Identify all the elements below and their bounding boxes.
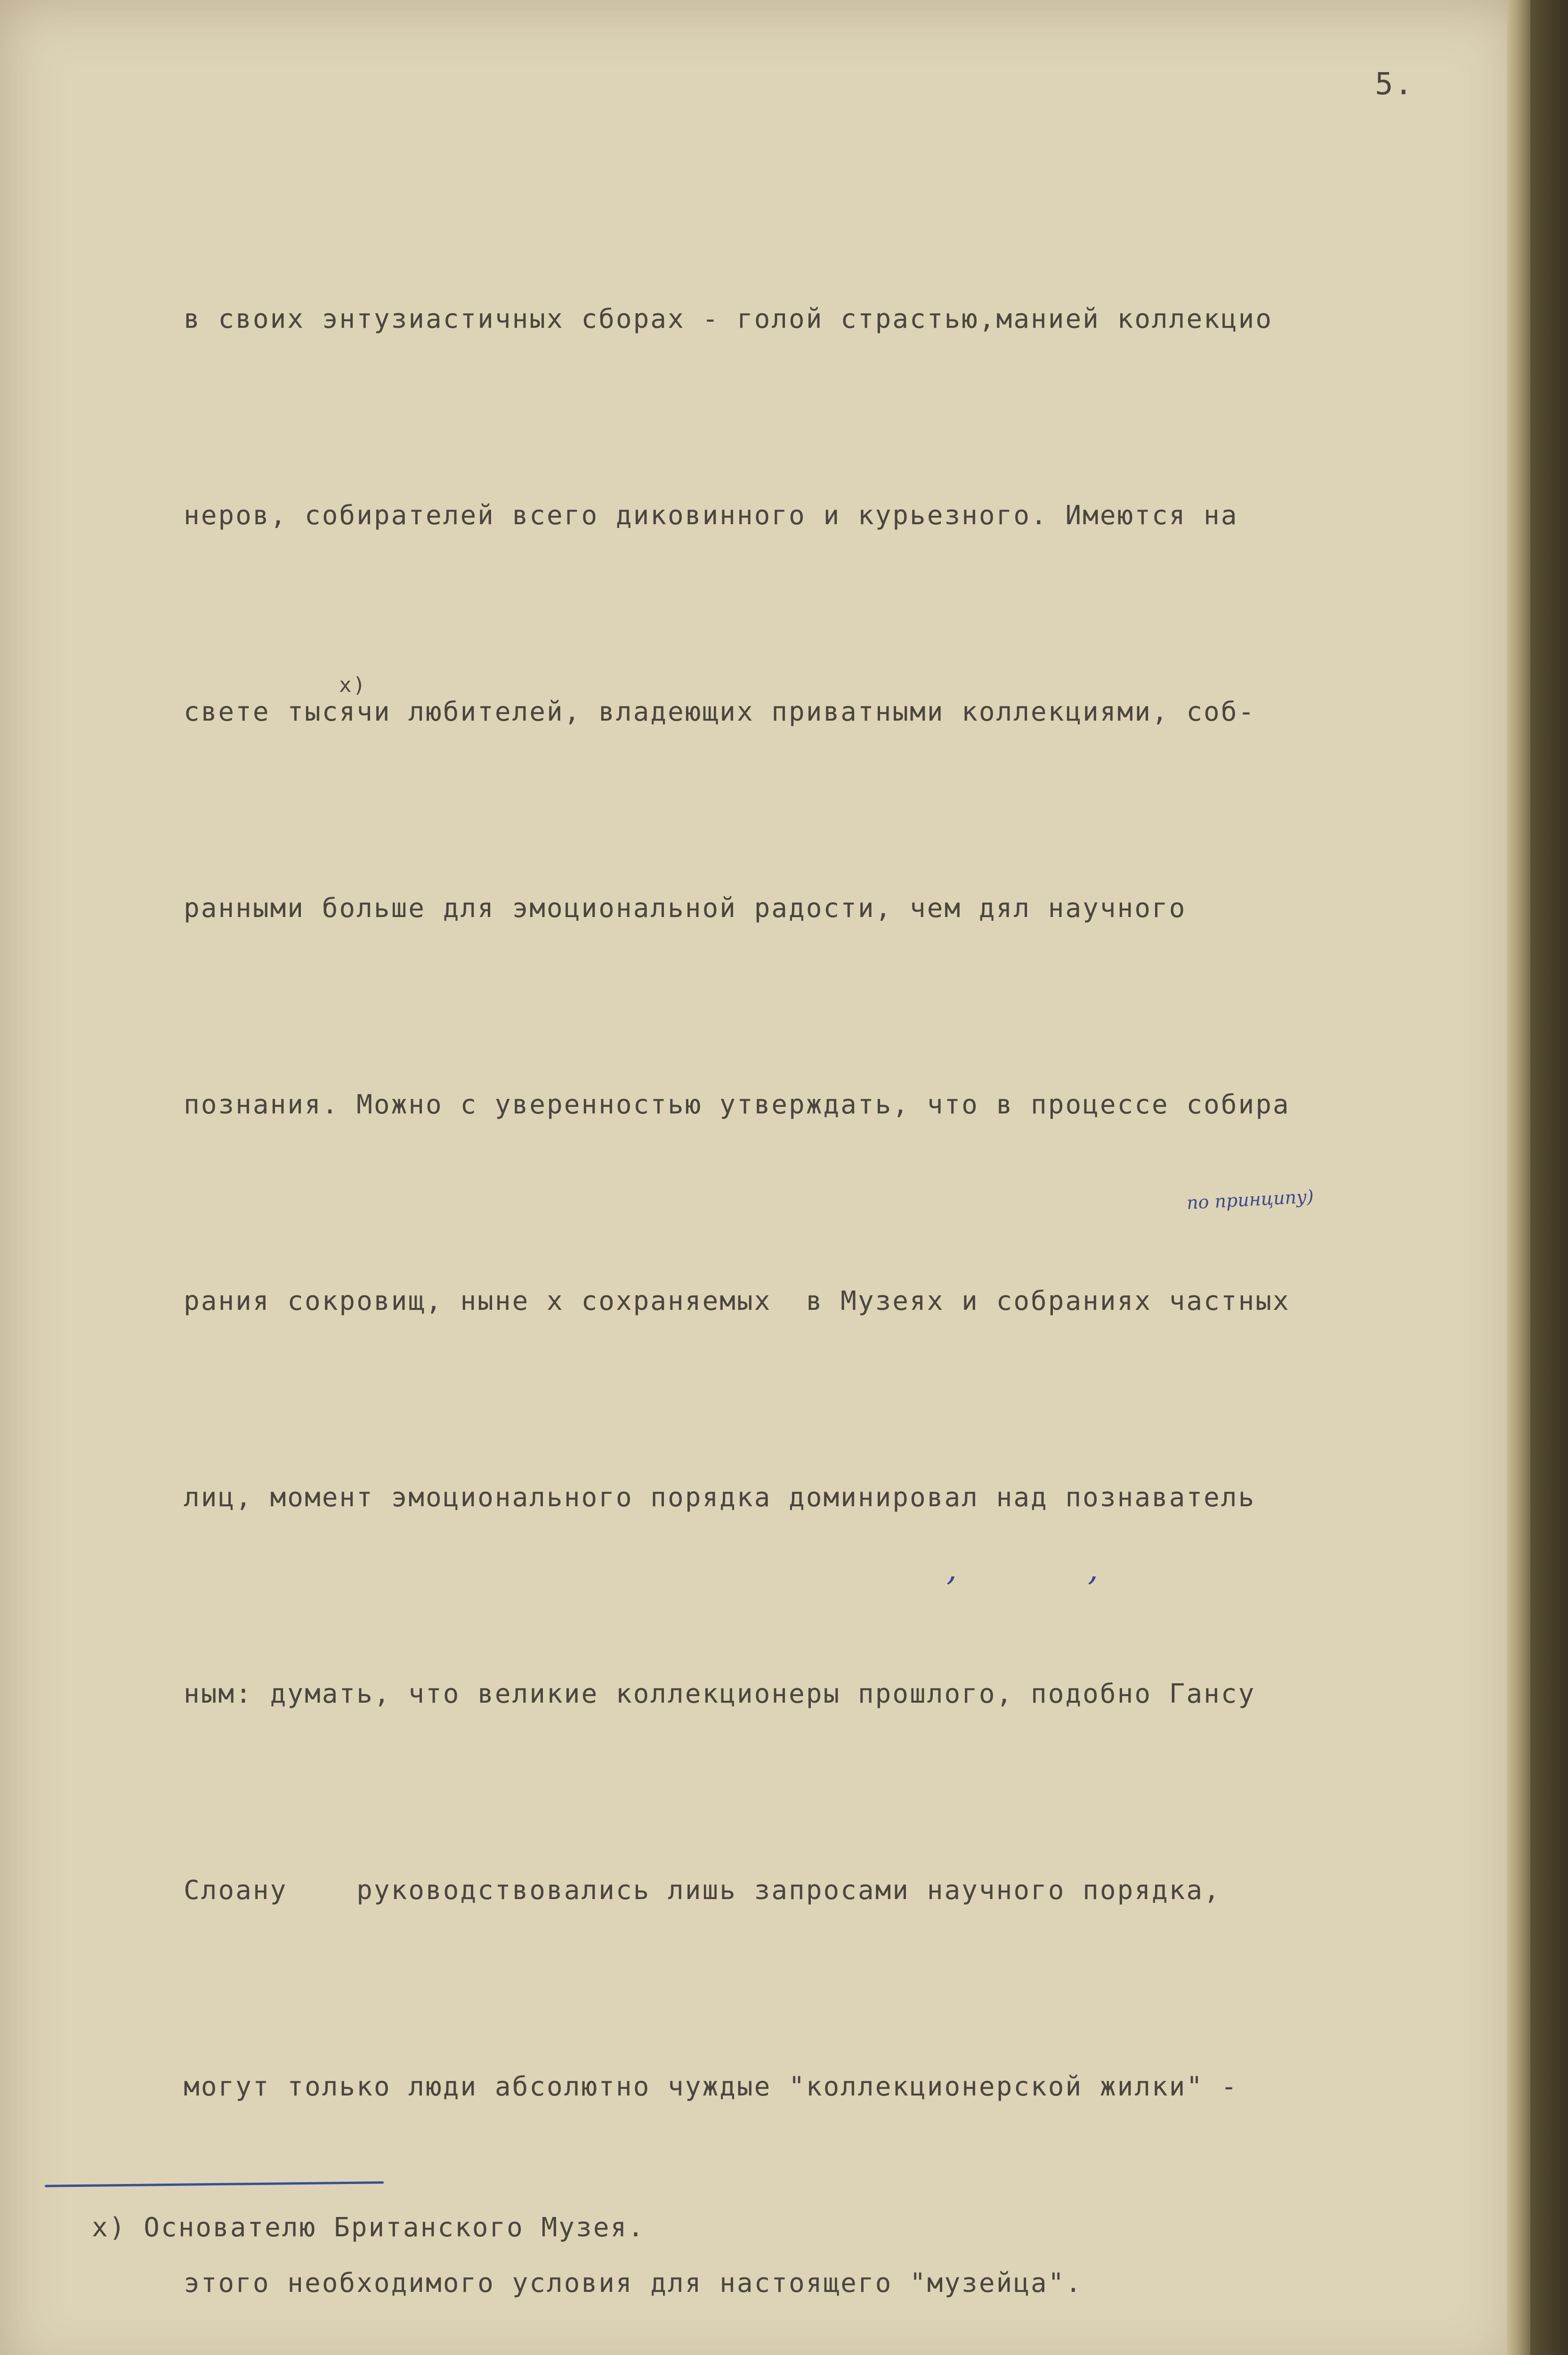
- handwritten-comma: ,: [946, 1550, 957, 1588]
- text-line: свете тысячи любителей, владеющих приватными коллекциями, соб-: [184, 697, 1256, 727]
- text-line: ранными больше для эмоциональной радости, чем дял научного: [184, 893, 1187, 924]
- text-line: в своих энтузиастичных сборах - голой страстью,манией коллекцио: [184, 304, 1273, 334]
- text-line: познания. Можно с уверенностью утверждать, что в процессе собира: [184, 1089, 1290, 1120]
- text-line: неров, собирателей всего диковинного и курьезного. Имеются на: [184, 500, 1238, 531]
- text-line: ным: думать, что великие коллекционеры прошлого, подобно Гансу: [184, 1679, 1256, 1709]
- handwritten-annotation: по принципу): [1186, 1186, 1315, 1214]
- text-line: могут только люди абсолютно чуждые "коллекционерской жилки" -: [184, 2071, 1238, 2102]
- footnote-marker: x): [339, 673, 367, 697]
- body-text: [184, 155, 1290, 2355]
- footnote: х) Основателю Британского Музея.: [92, 2212, 645, 2243]
- text-line: этого необходимого условия для настоящего "музейца".: [184, 2268, 1083, 2298]
- handwritten-comma: ,: [1088, 1550, 1099, 1588]
- text-line: лиц, момент эмоционального порядка доминировал над познаватель: [184, 1482, 1256, 1513]
- page-number: 5.: [1375, 67, 1414, 102]
- page-edge: [1507, 0, 1530, 2355]
- text-line: Слоану руководствовались лишь запросами научного порядка,: [184, 1875, 1221, 1906]
- background-binding: [1530, 0, 1568, 2355]
- text-line: рания сокровищ, ныне х сохраняемых в Музеях и собраниях частных: [184, 1286, 1290, 1316]
